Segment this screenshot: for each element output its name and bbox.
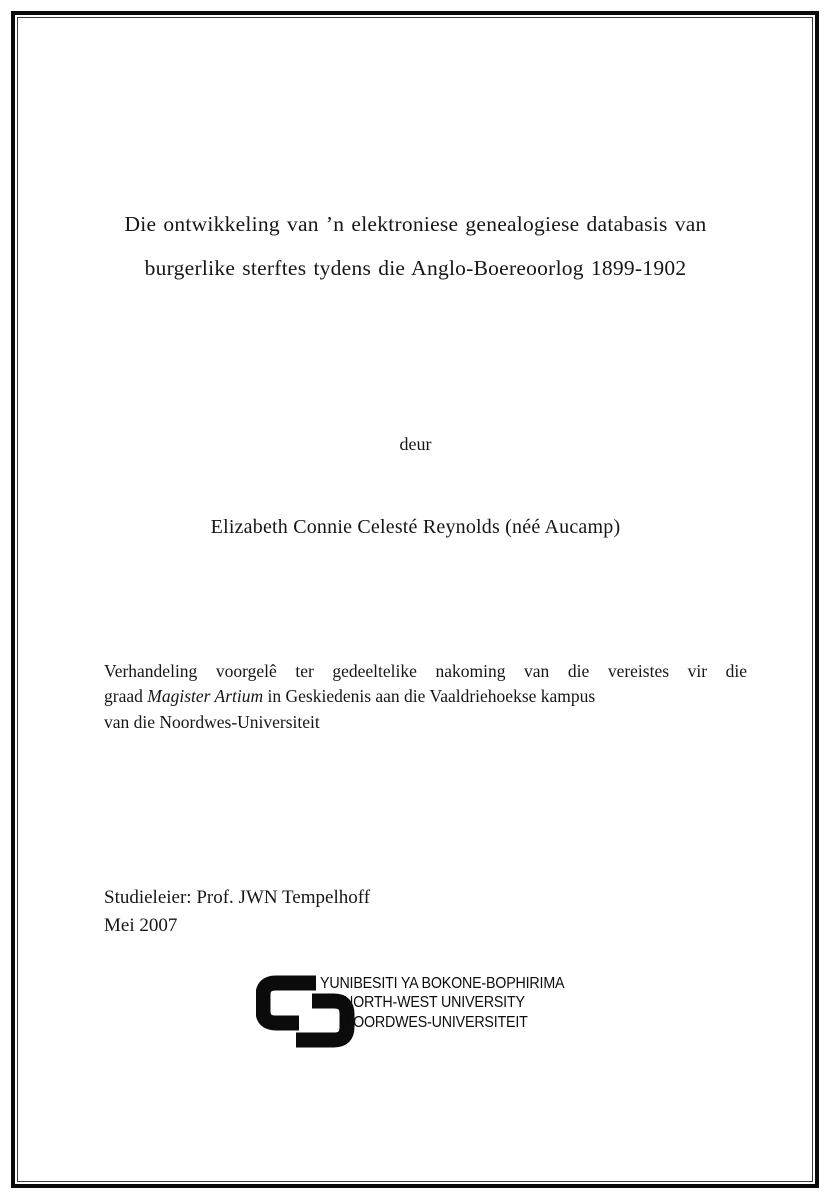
author-name: Elizabeth Connie Celesté Reynolds (néé Aucamp) xyxy=(210,516,621,538)
nwu-logo-line-afrikaans: NOORDWES-UNIVERSITEIT xyxy=(343,1013,528,1031)
byline-deur: deur xyxy=(399,434,432,454)
thesis-title xyxy=(55,202,776,290)
degree-statement-line-2 xyxy=(104,684,747,709)
nwu-logo-wordmark xyxy=(320,974,564,1032)
nwu-logo-line-english: NORTH-WEST UNIVERSITY xyxy=(343,994,525,1012)
thesis-title-line-2: burgerlike sterftes tydens die Anglo-Boereoorlog 1899-1902 xyxy=(144,256,687,280)
degree-name-italic: Magister Artium xyxy=(147,686,264,707)
supervisor-line: Studieleier: Prof. JWN Tempelhoff xyxy=(104,887,371,908)
degree-statement-line-2-prefix: graad xyxy=(104,686,148,707)
nwu-logo-line-setswana: YUNIBESITI YA BOKONE-BOPHIRIMA xyxy=(320,975,565,992)
degree-statement-line-1: Verhandeling voorgelê ter gedeeltelike nakoming van die vereistes vir die xyxy=(104,661,747,681)
date-line: Mei 2007 xyxy=(104,914,178,936)
thesis-title-line-1: Die ontwikkeling van ’n elektroniese genealogiese databasis van xyxy=(124,212,707,236)
degree-statement-line-3: van die Noordwes-Universiteit xyxy=(104,711,320,732)
nwu-logo xyxy=(256,972,586,1054)
degree-statement xyxy=(104,659,747,735)
supervisor-block xyxy=(104,884,370,939)
degree-statement-line-2-suffix: in Geskiedenis aan die Vaaldriehoekse kampus xyxy=(263,686,596,707)
